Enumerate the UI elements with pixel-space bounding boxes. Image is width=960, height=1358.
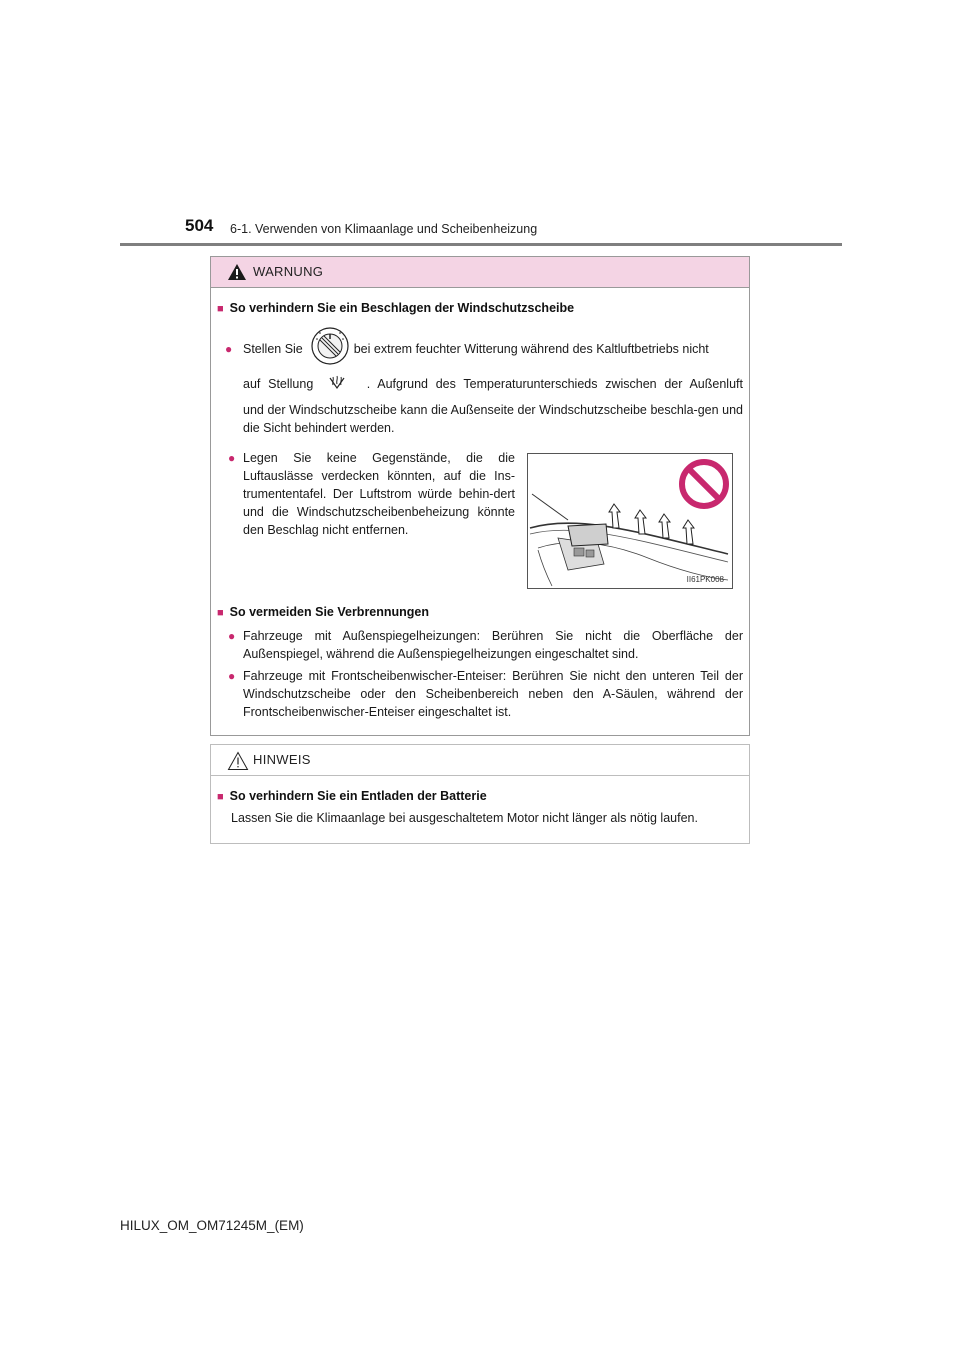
circle-bullet-icon: ● — [225, 342, 233, 356]
caution-triangle-icon — [227, 751, 249, 771]
warning-header — [211, 257, 749, 288]
dashboard-drawing — [528, 454, 732, 588]
fog-item1-rest: und der Windschutzscheibe kann die Außenseite der Windschutzscheibe beschla-gen und die Sicht behindert werden. — [243, 403, 743, 435]
burn-item2 — [228, 667, 743, 721]
circle-bullet-icon: ● — [228, 629, 236, 643]
fog-item1-line1-post: bei extrem feuchter Witterung während des Kaltluftbetriebs nicht — [353, 342, 709, 356]
square-bullet-icon: ■ — [217, 303, 224, 315]
burn-item2-text: Fahrzeuge mit Frontscheibenwischer-Enteiser: Berühren Sie nicht den unteren Teil der Windschutzscheibe oder den Scheibenbereich neben den A-Säulen, während der Frontscheibenwischer-Enteiser eingeschaltet ist. — [243, 669, 743, 719]
header-rule — [120, 243, 842, 246]
battery-heading-text: So verhindern Sie ein Entladen der Batterie — [229, 789, 487, 803]
square-bullet-icon: ■ — [217, 791, 224, 803]
fog-item2-text: Legen Sie keine Gegenstände, die die Luftauslässe verdecken könnten, auf die Ins-trumententafel. Der Luftstrom würde behin-dert und die Windschutzscheibenbeheizung könnte den Beschlag nicht entfernen. — [243, 451, 515, 537]
fog-item1-line1-pre: Stellen Sie — [243, 342, 303, 356]
section-title: 6-1. Verwenden von Klimaanlage und Scheibenheizung — [230, 222, 538, 236]
circle-bullet-icon: ● — [228, 451, 236, 465]
burn-item1 — [228, 627, 743, 663]
battery-heading — [217, 789, 487, 803]
fog-item1-line2-post: . Aufgrund des Temperaturunterschieds zwischen der Außenluft — [366, 377, 743, 391]
fog-prevention-heading-text: So verhindern Sie ein Beschlagen der Windschutzscheibe — [229, 301, 575, 315]
fog-prevention-heading — [217, 301, 574, 315]
fog-item1-line2 — [243, 377, 743, 391]
notice-label: HINWEIS — [253, 752, 311, 767]
footer-code: HILUX_OM_OM71245M_(EM) — [120, 1218, 304, 1233]
page-number: 504 — [185, 216, 214, 235]
fog-item1-line2-pre: auf Stellung — [243, 377, 314, 391]
figure-code: II61PK008 — [686, 575, 724, 584]
battery-text: Lassen Sie die Klimaanlage bei ausgeschaltetem Motor nicht länger als nötig laufen. — [231, 811, 698, 825]
warning-triangle-icon — [227, 263, 247, 281]
notice-box — [210, 744, 750, 844]
warning-label: WARNUNG — [253, 264, 324, 279]
fog-item2 — [228, 449, 515, 539]
square-bullet-icon: ■ — [217, 607, 224, 619]
cold-airflow-icon — [327, 374, 347, 394]
temperature-knob-icon — [311, 327, 349, 365]
circle-bullet-icon: ● — [228, 669, 236, 683]
notice-header — [211, 745, 749, 776]
burn-prevention-heading — [217, 605, 429, 619]
burn-item1-text: Fahrzeuge mit Außenspiegelheizungen: Berühren Sie nicht die Oberfläche der Außenspiegel, während die Außenspiegelheizungen eingeschaltet sind. — [243, 629, 743, 661]
burn-prevention-heading-text: So vermeiden Sie Verbrennungen — [229, 605, 430, 619]
dashboard-illustration — [527, 453, 733, 589]
warning-box — [210, 256, 750, 736]
